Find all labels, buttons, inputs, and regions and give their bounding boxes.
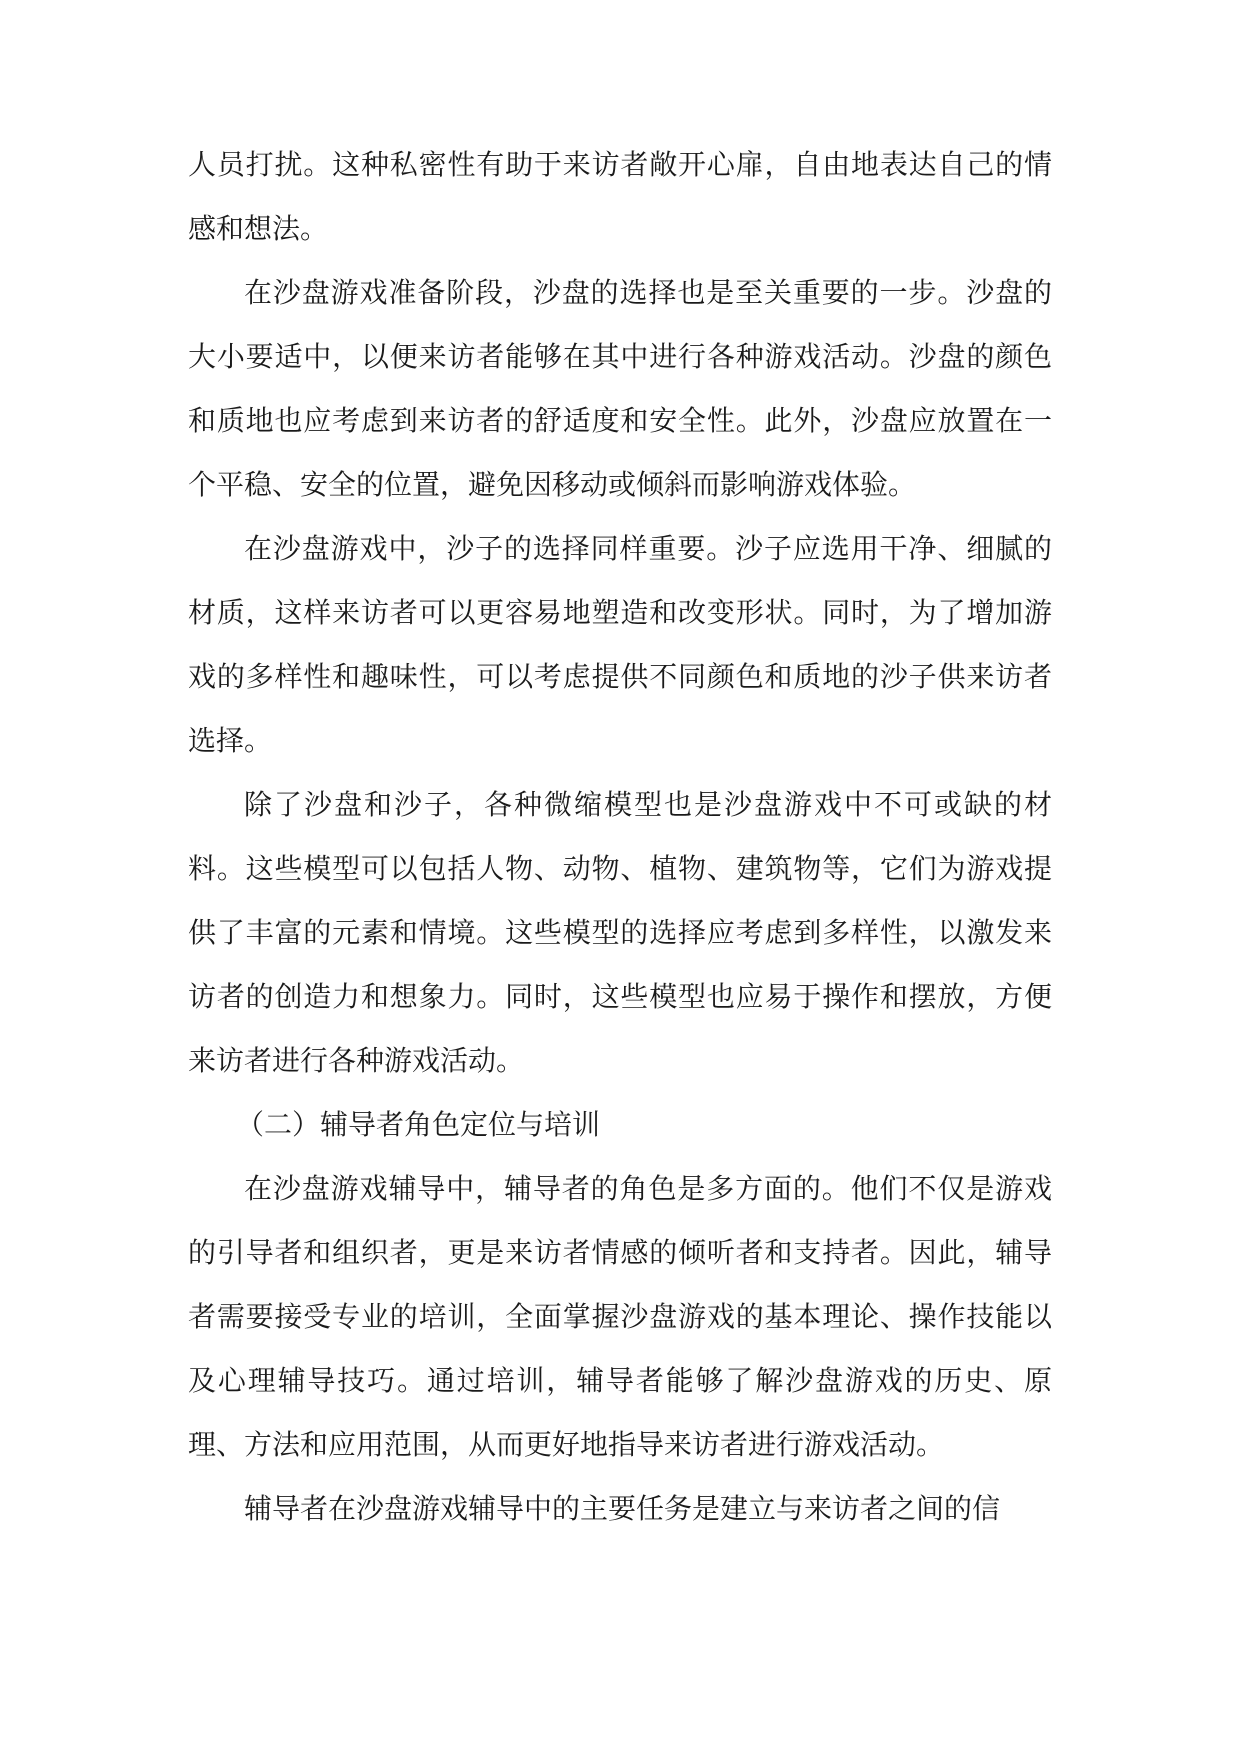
section-heading: （二）辅导者角色定位与培训 [236, 1108, 601, 1141]
paragraph-counselor-role: 在沙盘游戏辅导中，辅导者的角色是多方面的。他们不仅是游戏的引导者和组织者，更是来访者情感的倾听者和支持者。因此，辅导者需要接受专业的培训，全面掌握沙盘游戏的基本理论、操作技能以及心理辅导技巧。通过培训，辅导者能够了解沙盘游戏的历史、原理、方法和应用范围，从而更好地指导来访者进行游戏活动。 [188, 1172, 1052, 1461]
document-body [188, 133, 1052, 1541]
paragraph-sand-selection: 在沙盘游戏中，沙子的选择同样重要。沙子应选用干净、细腻的材质，这样来访者可以更容易地塑造和改变形状。同时，为了增加游戏的多样性和趣味性，可以考虑提供不同颜色和质地的沙子供来访者选择。 [188, 532, 1052, 757]
paragraph-continued: 人员打扰。这种私密性有助于来访者敞开心扉，自由地表达自己的情感和想法。 [188, 148, 1052, 245]
paragraph-miniature-models: 除了沙盘和沙子，各种微缩模型也是沙盘游戏中不可或缺的材料。这些模型可以包括人物、动物、植物、建筑物等，它们为游戏提供了丰富的元素和情境。这些模型的选择应考虑到多样性，以激发来访者的创造力和想象力。同时，这些模型也应易于操作和摆放，方便来访者进行各种游戏活动。 [188, 788, 1052, 1077]
paragraph-sandbox-selection: 在沙盘游戏准备阶段，沙盘的选择也是至关重要的一步。沙盘的大小要适中，以便来访者能够在其中进行各种游戏活动。沙盘的颜色和质地也应考虑到来访者的舒适度和安全性。此外，沙盘应放置在一个平稳、安全的位置，避免因移动或倾斜而影响游戏体验。 [188, 276, 1052, 501]
paragraph-counselor-task: 辅导者在沙盘游戏辅导中的主要任务是建立与来访者之间的信 [244, 1492, 1001, 1525]
